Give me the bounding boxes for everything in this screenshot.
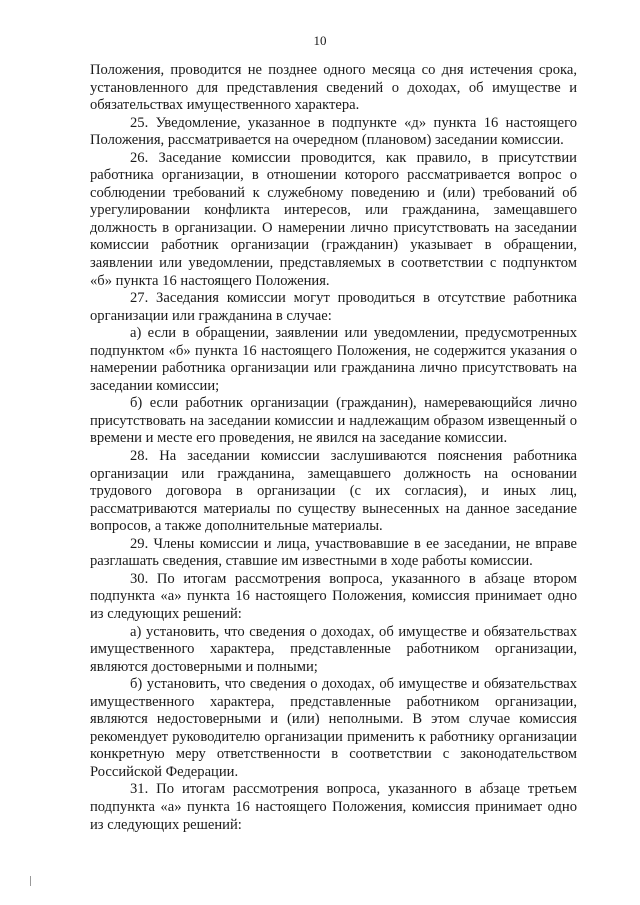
paragraph-30-b: б) установить, что сведения о доходах, об имуществе и обязательствах имущественного характера, представленные работником организации, являются недостоверными и (или) неполными. В этом случае комиссия рекомендует руководителю организации применить к работнику организации конкретную меру ответственности в соответствии с законодательством Российской Федерации.: [90, 676, 577, 780]
paragraph-30: 30. По итогам рассмотрения вопроса, указанного в абзаце втором подпункта «а» пункта 16 настоящего Положения, комиссия принимает одно из следующих решений:: [90, 570, 577, 622]
page-number: 10: [313, 33, 327, 48]
paragraph-27-b: б) если работник организации (гражданин), намеревающийся лично присутствовать на заседании комиссии и надлежащим образом извещенный о времени и месте его проведения, не явился на заседание комиссии.: [90, 395, 577, 447]
paragraph-29: 29. Члены комиссии и лица, участвовавшие в ее заседании, не вправе разглашать сведения, ставшие им известными в ходе работы комиссии.: [90, 535, 577, 570]
scan-margin-mark: [30, 876, 31, 886]
paragraph-27: 27. Заседания комиссии могут проводиться в отсутствие работника организации или гражданина в случае:: [90, 290, 577, 324]
document-body: [90, 62, 577, 834]
paragraph-31: 31. По итогам рассмотрения вопроса, указанного в абзаце третьем подпункта «а» пункта 16 настоящего Положения, комиссия принимает одно из следующих решений:: [90, 781, 577, 833]
paragraph-27-a: а) если в обращении, заявлении или уведомлении, предусмотренных подпунктом «б» пункта 16 настоящего Положения, не содержится указания о намерении работника организации или гражданина лично присутствовать на заседании комиссии;: [90, 325, 577, 394]
paragraph-26: 26. Заседание комиссии проводится, как правило, в присутствии работника организации, в отношении которого рассматривается вопрос о соблюдении требований к служебному поведению и (или) требований об урегулировании конфликта интересов, или гражданина, замещавшего должность в организации. О намерении лично присутствовать на заседании комиссии работник организации (гражданин) указывает в обращении, заявлении или уведомлении, представляемых в соответствии с подпунктом «б» пункта 16 настоящего Положения.: [90, 149, 577, 289]
paragraph-continuation: Положения, проводится не позднее одного месяца со дня истечения срока, установленного для представления сведений о доходах, об имуществе и обязательствах имущественного характера.: [90, 62, 577, 114]
paragraph-28: 28. На заседании комиссии заслушиваются пояснения работника организации или гражданина, замещавшего должность на основании трудового договора в организации (с их согласия), и иных лиц, рассматриваются материалы по существу вынесенных на данное заседание вопросов, а также дополнительные материалы.: [90, 448, 577, 535]
paragraph-25: 25. Уведомление, указанное в подпункте «д» пункта 16 настоящего Положения, рассматривается на очередном (плановом) заседании комиссии.: [90, 114, 577, 149]
paragraph-30-a: а) установить, что сведения о доходах, об имуществе и обязательствах имущественного характера, представленные работником организации, являются достоверными и полными;: [90, 623, 577, 675]
